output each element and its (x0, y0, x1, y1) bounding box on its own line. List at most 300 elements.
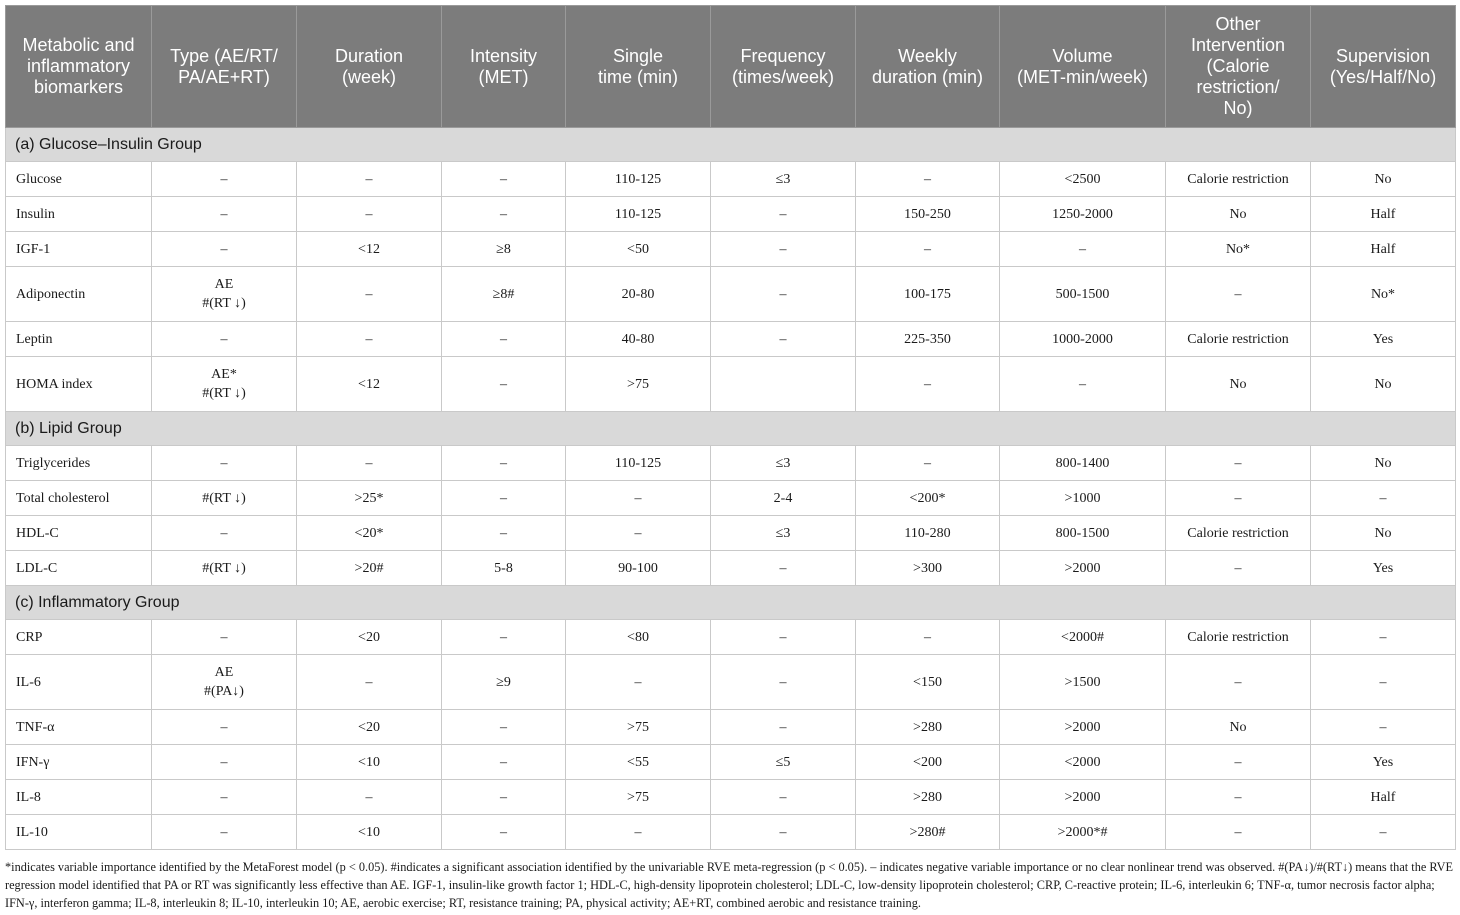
column-header-line: PA/AE+RT) (178, 66, 270, 87)
table-cell (1311, 322, 1456, 357)
cell-line: – (220, 241, 228, 257)
group-header-row (6, 128, 1456, 162)
table-cell (566, 322, 711, 357)
cell-line: IFN-γ (16, 754, 50, 770)
table-cell (152, 516, 297, 551)
cell-line: >280 (913, 719, 942, 735)
table-cell (442, 232, 566, 267)
table-cell (297, 516, 442, 551)
table-cell (856, 322, 1000, 357)
table-cell (566, 780, 711, 815)
cell-line: – (500, 789, 507, 805)
table-cell (297, 322, 442, 357)
cell-line: Triglycerides (16, 455, 91, 471)
table-cell (1311, 780, 1456, 815)
cell-line: IL-6 (16, 674, 41, 690)
table-cell (711, 357, 856, 412)
cell-line: 40-80 (621, 331, 655, 347)
cell-line: Half (1370, 789, 1396, 805)
cell-line: – (220, 171, 228, 187)
table-cell (152, 745, 297, 780)
cell-line: AE* (211, 367, 237, 382)
cell-line: – (500, 629, 507, 645)
table-cell (1166, 620, 1311, 655)
table-cell (442, 710, 566, 745)
cell-line: >20# (354, 560, 384, 576)
table-cell (1311, 516, 1456, 551)
table-cell (152, 551, 297, 586)
table-row (6, 162, 1456, 197)
table-cell (1000, 322, 1166, 357)
column-header (1311, 6, 1456, 128)
cell-line: – (365, 331, 373, 347)
table-cell (856, 516, 1000, 551)
table-cell (856, 162, 1000, 197)
table-cell (1000, 481, 1166, 516)
cell-line: – (1234, 490, 1242, 506)
table-cell (297, 745, 442, 780)
cell-line: – (1234, 286, 1242, 302)
cell-line: – (1379, 824, 1387, 840)
table-cell (1000, 162, 1166, 197)
cell-line: >280 (913, 789, 942, 805)
cell-line: – (1234, 789, 1242, 805)
table-cell (1311, 446, 1456, 481)
cell-line: – (220, 525, 228, 541)
table-body (6, 128, 1456, 850)
table-cell (442, 745, 566, 780)
cell-line: ≤5 (775, 754, 791, 770)
column-header-line: Supervision (1335, 45, 1431, 66)
table-cell (1000, 620, 1166, 655)
table-cell (1311, 481, 1456, 516)
table-row (6, 232, 1456, 267)
table-cell (1000, 655, 1166, 710)
column-header (1000, 6, 1166, 128)
table-cell (1166, 745, 1311, 780)
column-header-line: biomarkers (33, 77, 124, 97)
column-header-line: Weekly (898, 45, 957, 66)
cell-line: <20 (358, 719, 380, 735)
cell-line: – (1234, 754, 1242, 770)
column-header-line: Intervention (1190, 35, 1286, 55)
column-header-line: duration (min) (871, 66, 984, 87)
cell-line: – (1379, 674, 1387, 690)
table-cell (1311, 197, 1456, 232)
cell-line: >25* (354, 490, 384, 506)
table-cell (856, 780, 1000, 815)
table-cell (1166, 267, 1311, 322)
biomarker-name-cell (6, 815, 152, 850)
table-cell (442, 267, 566, 322)
biomarker-name-cell (6, 516, 152, 551)
cell-line: – (365, 171, 373, 187)
cell-line: – (779, 331, 787, 347)
table-cell (1000, 197, 1166, 232)
cell-line: <2000# (1061, 629, 1104, 645)
column-header-line: restriction/ (1196, 77, 1280, 97)
cell-line: – (1234, 455, 1242, 471)
table-cell (1000, 745, 1166, 780)
biomarker-name-cell (6, 162, 152, 197)
cell-line: <12 (358, 241, 380, 257)
table-cell (856, 267, 1000, 322)
cell-line: IL-10 (16, 824, 48, 840)
cell-line: Yes (1372, 331, 1394, 347)
cell-line: LDL-C (16, 560, 58, 576)
cell-line: <10 (358, 754, 380, 770)
cell-line: <50 (627, 241, 649, 257)
cell-line: IL-8 (16, 789, 41, 805)
cell-line: <80 (627, 629, 649, 645)
table-cell (442, 551, 566, 586)
cell-line: – (500, 171, 507, 187)
biomarker-table-container (5, 5, 1455, 850)
table-cell (1311, 815, 1456, 850)
table-cell (152, 620, 297, 655)
table-cell (152, 197, 297, 232)
cell-line: – (500, 206, 507, 222)
cell-line: ≤3 (775, 455, 791, 471)
cell-line: >75 (627, 789, 649, 805)
cell-line: 1250-2000 (1052, 206, 1113, 222)
column-header (566, 6, 711, 128)
table-cell (1166, 516, 1311, 551)
cell-line: HOMA index (16, 376, 93, 392)
table-cell (711, 655, 856, 710)
cell-line: – (220, 719, 228, 735)
table-cell (1166, 232, 1311, 267)
cell-line: 500-1500 (1055, 286, 1110, 302)
table-cell (1000, 446, 1166, 481)
table-cell (856, 197, 1000, 232)
cell-line: 150-250 (904, 206, 951, 222)
column-header (442, 6, 566, 128)
table-cell (297, 655, 442, 710)
cell-line: – (634, 490, 642, 506)
cell-line: 110-280 (904, 525, 951, 541)
biomarker-name-cell (6, 232, 152, 267)
table-cell (442, 481, 566, 516)
table-cell (566, 232, 711, 267)
column-header-line: Volume (1052, 45, 1113, 66)
table-cell (566, 197, 711, 232)
table-row (6, 780, 1456, 815)
cell-line: – (500, 525, 507, 541)
biomarker-name-cell (6, 322, 152, 357)
cell-line: #(RT ↓) (202, 386, 246, 401)
cell-line: HDL-C (16, 525, 59, 541)
cell-line: 1000-2000 (1052, 331, 1113, 347)
group-title: (a) Glucose–Insulin Group (6, 128, 1456, 162)
table-cell (442, 516, 566, 551)
table-cell (566, 655, 711, 710)
table-cell (1000, 516, 1166, 551)
header-row (6, 6, 1456, 128)
cell-line: No (1229, 376, 1247, 392)
cell-line: – (1234, 560, 1242, 576)
cell-line: – (924, 171, 931, 187)
cell-line: – (779, 560, 787, 576)
table-row (6, 655, 1456, 710)
table-cell (1000, 815, 1166, 850)
cell-line: – (500, 824, 507, 840)
group-header-row (6, 586, 1456, 620)
table-cell (711, 322, 856, 357)
cell-line: <20 (358, 629, 380, 645)
cell-line: – (779, 241, 787, 257)
cell-line: 110-125 (614, 206, 662, 222)
column-header-line: (times/week) (731, 66, 834, 87)
table-cell (152, 446, 297, 481)
table-cell (856, 357, 1000, 412)
cell-line: >2000 (1064, 719, 1101, 735)
table-row (6, 446, 1456, 481)
cell-line: >2000 (1064, 560, 1101, 576)
biomarker-name-cell (6, 655, 152, 710)
table-cell (1166, 780, 1311, 815)
table-cell (442, 446, 566, 481)
cell-line: – (924, 376, 931, 392)
column-header-line: (MET-min/week) (1016, 66, 1148, 87)
column-header-line: (Yes/Half/No) (1329, 66, 1437, 87)
cell-line: – (220, 206, 228, 222)
cell-line: IGF-1 (16, 241, 51, 257)
table-row (6, 620, 1456, 655)
table-cell (152, 815, 297, 850)
cell-line: >75 (627, 376, 649, 392)
table-row (6, 322, 1456, 357)
cell-line: No* (1370, 286, 1396, 302)
table-cell (856, 815, 1000, 850)
cell-line: – (1379, 629, 1387, 645)
cell-line: Insulin (16, 206, 55, 222)
cell-line: – (1079, 241, 1086, 257)
cell-line: – (365, 286, 373, 302)
cell-line: >75 (627, 719, 649, 735)
cell-line: >2000*# (1057, 824, 1108, 840)
table-header (6, 6, 1456, 128)
table-cell (1166, 162, 1311, 197)
column-header-line: (week) (341, 66, 396, 87)
table-cell (1166, 197, 1311, 232)
cell-line: <10 (358, 824, 380, 840)
biomarker-name-cell (6, 267, 152, 322)
biomarker-name-cell (6, 620, 152, 655)
column-header (856, 6, 1000, 128)
cell-line: 110-125 (614, 171, 662, 187)
cell-line: 5-8 (494, 560, 513, 576)
cell-line: – (500, 754, 507, 770)
column-header-line: inflammatory (26, 56, 131, 76)
cell-line: Glucose (16, 171, 62, 187)
table-cell (566, 620, 711, 655)
table-cell (152, 655, 297, 710)
cell-line: <2500 (1064, 171, 1101, 187)
cell-line: – (779, 629, 787, 645)
cell-line: ≥8# (492, 286, 515, 302)
cell-line: 225-350 (904, 331, 951, 347)
column-header-line: (MET) (478, 66, 529, 87)
cell-line: 800-1400 (1055, 455, 1110, 471)
table-cell (297, 446, 442, 481)
cell-line: 800-1500 (1055, 525, 1110, 541)
table-cell (711, 710, 856, 745)
cell-line: No (1374, 376, 1392, 392)
cell-line: – (634, 674, 642, 690)
cell-line: – (779, 286, 787, 302)
cell-line: Total cholesterol (16, 490, 110, 506)
table-cell (442, 620, 566, 655)
cell-line: No (1374, 455, 1392, 471)
cell-line: – (500, 376, 507, 392)
cell-line: ≥9 (496, 674, 511, 690)
cell-line: – (220, 789, 228, 805)
table-cell (856, 481, 1000, 516)
table-cell (297, 710, 442, 745)
cell-line: Yes (1372, 560, 1394, 576)
table-cell (442, 162, 566, 197)
group-title: (b) Lipid Group (6, 412, 1456, 446)
table-row (6, 481, 1456, 516)
cell-line: – (220, 824, 228, 840)
cell-line: – (365, 206, 373, 222)
cell-line: – (220, 754, 228, 770)
cell-line: No (1229, 719, 1247, 735)
biomarker-name-cell (6, 357, 152, 412)
table-cell (1166, 655, 1311, 710)
column-header-line: time (min) (598, 66, 678, 87)
table-cell (1000, 780, 1166, 815)
table-cell (1166, 815, 1311, 850)
group-header-row (6, 412, 1456, 446)
table-cell (152, 357, 297, 412)
cell-line: <20* (354, 525, 384, 541)
cell-line: Adiponectin (16, 286, 86, 302)
table-cell (1311, 620, 1456, 655)
table-cell (856, 446, 1000, 481)
table-cell (152, 710, 297, 745)
table-cell (856, 655, 1000, 710)
column-header-line: Intensity (469, 45, 538, 66)
biomarker-name-cell (6, 551, 152, 586)
table-cell (1311, 232, 1456, 267)
cell-line: ≤3 (775, 525, 791, 541)
column-header (152, 6, 297, 128)
table-cell (566, 267, 711, 322)
table-cell (711, 516, 856, 551)
table-cell (711, 551, 856, 586)
table-cell (152, 162, 297, 197)
cell-line: – (779, 674, 787, 690)
group-title: (c) Inflammatory Group (6, 586, 1456, 620)
cell-line: – (634, 525, 642, 541)
cell-line: – (500, 719, 507, 735)
column-header-line: Type (AE/RT/ (170, 45, 278, 66)
cell-line: #(RT ↓) (202, 296, 246, 311)
table-cell (297, 232, 442, 267)
table-cell (711, 815, 856, 850)
cell-line: No (1229, 206, 1247, 222)
cell-line: – (779, 719, 787, 735)
cell-line: – (1234, 824, 1242, 840)
cell-line: – (1379, 719, 1387, 735)
table-cell (566, 551, 711, 586)
cell-line: – (924, 629, 931, 645)
cell-line: – (220, 629, 228, 645)
cell-line: >280# (909, 824, 946, 840)
cell-line: – (924, 241, 931, 257)
table-cell (297, 357, 442, 412)
cell-line: No* (1225, 241, 1251, 257)
column-header-line: Other (1215, 14, 1261, 34)
table-cell (566, 446, 711, 481)
cell-line: 100-175 (904, 286, 951, 302)
column-header-line: Duration (334, 45, 404, 66)
cell-line: – (1234, 674, 1242, 690)
table-cell (442, 197, 566, 232)
table-cell (297, 267, 442, 322)
column-header (711, 6, 856, 128)
table-cell (1166, 551, 1311, 586)
cell-line: AE (214, 665, 234, 680)
cell-line: TNF-α (16, 719, 55, 735)
table-cell (152, 267, 297, 322)
cell-line: >300 (913, 560, 942, 576)
table-cell (856, 232, 1000, 267)
table-cell (711, 267, 856, 322)
table-cell (297, 815, 442, 850)
cell-line: – (220, 331, 228, 347)
biomarker-name-cell (6, 197, 152, 232)
table-cell (152, 232, 297, 267)
table-cell (1311, 710, 1456, 745)
cell-line: <55 (627, 754, 649, 770)
table-cell (1311, 745, 1456, 780)
cell-line: No (1374, 171, 1392, 187)
cell-line: – (365, 455, 373, 471)
cell-line: – (365, 789, 373, 805)
table-footnote: *indicates variable importance identified by the MetaForest model (p < 0.05). #indicates a significant association identified by the univariable RVE meta-regression (p < 0.05). – indicates negative variable importance or no clear nonlinear trend was observed. #(PA↓)/#(RT↓) means that the RVE regression model identified that PA or RT was significantly less effective than AE. IGF-1, insulin-like growth factor 1; HDL-C, high-density lipoprotein cholesterol; LDL-C, low-density lipoprotein cholesterol; CRP, C-reactive protein; IL-6, interleukin 6; TNF-α, tumor necrosis factor alpha; IFN-γ, interferon gamma; IL-8, interleukin 8; IL-10, interleukin 10; AE, aerobic exercise; RT, resistance training; PA, physical activity; AE+RT, combined aerobic and resistance training. (5, 860, 1453, 910)
table-cell (856, 620, 1000, 655)
table-cell (566, 481, 711, 516)
table-cell (856, 745, 1000, 780)
cell-line: – (1379, 490, 1387, 506)
cell-line: – (634, 824, 642, 840)
table-cell (566, 162, 711, 197)
table-cell (1000, 232, 1166, 267)
cell-line: 110-125 (614, 455, 662, 471)
biomarker-name-cell (6, 710, 152, 745)
cell-line: <12 (358, 376, 380, 392)
table-cell (442, 322, 566, 357)
cell-line: #(PA↓) (204, 684, 244, 699)
biomarker-name-cell (6, 481, 152, 516)
table-cell (1166, 322, 1311, 357)
table-cell (566, 710, 711, 745)
table-cell (442, 357, 566, 412)
cell-line: #(RT ↓) (202, 560, 246, 576)
table-cell (711, 446, 856, 481)
column-header-line: Frequency (740, 45, 826, 66)
column-header-line: No) (1223, 98, 1253, 118)
column-header (6, 6, 152, 128)
cell-line: ≥8 (496, 241, 511, 257)
table-cell (297, 780, 442, 815)
table-cell (856, 551, 1000, 586)
table-cell (297, 481, 442, 516)
table-cell (297, 162, 442, 197)
